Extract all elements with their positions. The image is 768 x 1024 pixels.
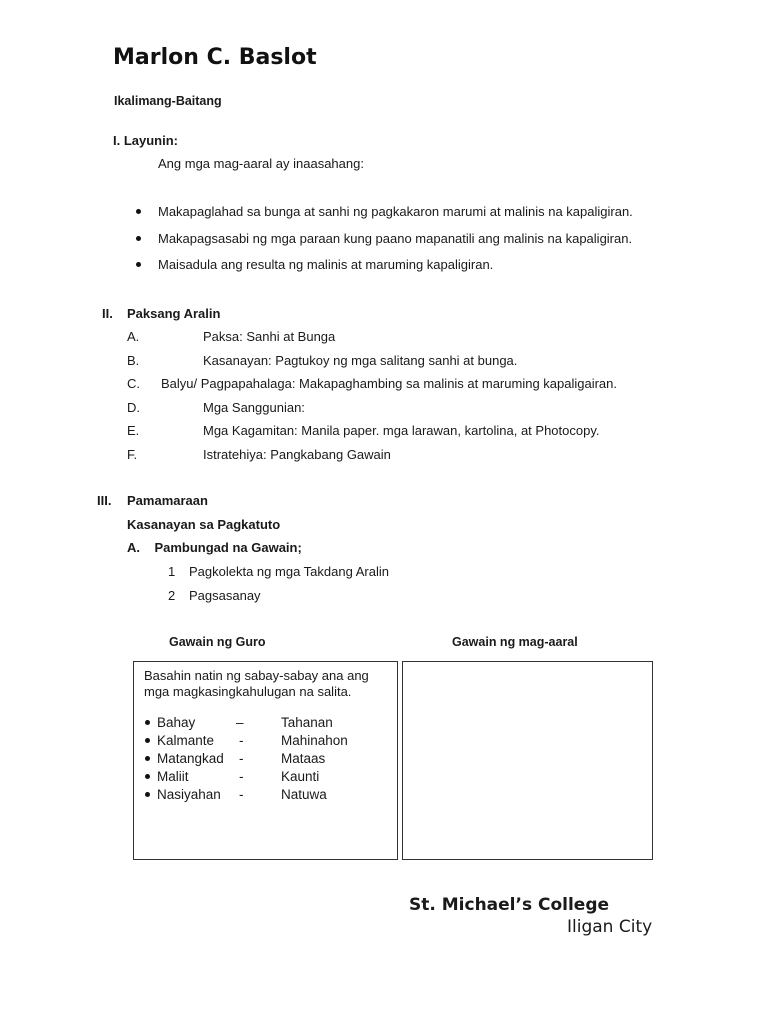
pamamaraan-numeral: III. (97, 493, 112, 508)
layunin-intro: Ang mga mag-aaral ay inaasahang: (158, 156, 364, 171)
paksa-item: Paksa: Sanhi at Bunga (203, 329, 336, 344)
vocab-separator: - (239, 751, 244, 766)
pamamaraan-section-a: A. Pambungad na Gawain; (127, 540, 302, 555)
bullet-icon (145, 720, 150, 725)
instruction-line-1: Basahin natin ng sabay-sabay ana ang (144, 668, 369, 683)
layunin-item: Makapagsasabi ng mga paraan kung paano mapanatili ang malinis na kapaligiran. (158, 231, 633, 246)
vocab-separator: - (239, 769, 244, 784)
layunin-item: Makapaglahad sa bunga at sanhi ng pagkakaron marumi at malinis na kapaligiran. (158, 204, 633, 219)
bullet-icon (136, 262, 141, 267)
paksa-numeral: II. (102, 306, 113, 321)
bullet-icon (145, 774, 150, 779)
paksa-letter: A. (127, 329, 140, 344)
vocab-word: Matangkad (157, 751, 224, 766)
bullet-icon (145, 756, 150, 761)
bullet-icon (136, 236, 141, 241)
paksa-heading: Paksang Aralin (127, 306, 221, 321)
paksa-item: Balyu/ Pagpapahalaga: Makapaghambing sa malinis at maruming kapaligairan. (161, 376, 617, 391)
instruction-line-2: mga magkasingkahulugan na salita. (144, 684, 352, 699)
vocab-meaning: Mataas (281, 751, 326, 766)
bullet-icon (145, 738, 150, 743)
vocab-word: Maliit (157, 769, 189, 784)
step-text: Pagkolekta ng mga Takdang Aralin (189, 564, 389, 579)
vocab-separator: - (239, 733, 244, 748)
step-text: Pagsasanay (189, 588, 261, 603)
vocab-word: Kalmante (157, 733, 215, 748)
col-header-guro: Gawain ng Guro (169, 635, 266, 649)
school-name: St. Michael’s College (409, 895, 610, 915)
school-city: Iligan City (567, 917, 653, 937)
pamamaraan-subheading: Kasanayan sa Pagkatuto (127, 517, 281, 532)
vocab-separator: - (239, 787, 244, 802)
paksa-letter: D. (127, 400, 140, 415)
pamamaraan-heading: Pamamaraan (127, 493, 208, 508)
vocab-word: Bahay (157, 715, 196, 730)
paksa-item: Mga Kagamitan: Manila paper. mga larawan, kartolina, at Photocopy. (203, 423, 600, 438)
vocab-meaning: Kaunti (281, 769, 320, 784)
author-name: Marlon C. Baslot (113, 45, 317, 70)
mag-aaral-box (402, 661, 653, 860)
grade-level: Ikalimang-Baitang (114, 94, 222, 108)
bullet-icon (145, 792, 150, 797)
paksa-item: Istratehiya: Pangkabang Gawain (203, 447, 391, 462)
paksa-letter: F. (127, 447, 138, 462)
step-number: 2 (168, 588, 176, 603)
paksa-item: Mga Sanggunian: (203, 400, 305, 415)
paksa-item: Kasanayan: Pagtukoy ng mga salitang sanhi at bunga. (203, 353, 518, 368)
vocab-separator: – (236, 715, 244, 730)
paksa-letter: E. (127, 423, 140, 438)
paksa-letter: C. (127, 376, 140, 391)
bullet-icon (136, 209, 141, 214)
vocab-word: Nasiyahan (157, 787, 221, 802)
layunin-item: Maisadula ang resulta ng malinis at maruming kapaligiran. (158, 257, 494, 272)
vocab-meaning: Tahanan (281, 715, 333, 730)
vocab-meaning: Natuwa (281, 787, 327, 802)
layunin-heading: I. Layunin: (113, 133, 178, 148)
vocab-meaning: Mahinahon (281, 733, 348, 748)
guro-box (133, 661, 398, 860)
step-number: 1 (168, 564, 176, 579)
col-header-mag-aaral: Gawain ng mag-aaral (452, 635, 578, 649)
paksa-letter: B. (127, 353, 140, 368)
